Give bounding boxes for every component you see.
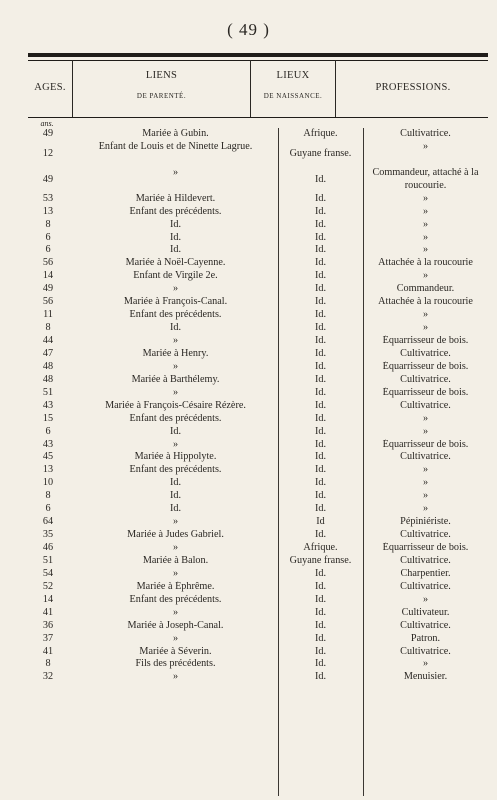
parente-cell: Id. <box>169 231 182 243</box>
age-cell: 52 <box>42 580 54 592</box>
lieu-cell: Id. <box>314 503 327 515</box>
profession-cell: » <box>422 503 429 515</box>
top-rule <box>28 53 488 57</box>
parente-cell: » <box>172 283 179 295</box>
header-top-rule <box>28 60 488 61</box>
profession-cell: Cultivatrice. <box>400 451 451 463</box>
table-row <box>28 413 490 426</box>
profession-cell: Cultivatrice. <box>400 373 451 385</box>
profession-cell: Attachée à la roucourie <box>378 296 473 308</box>
table-row <box>28 542 490 555</box>
parente-cell: Enfant des précédents. <box>129 205 222 217</box>
profession-cell: Cultivatrice. <box>400 128 451 139</box>
profession-cell: Cultivatrice. <box>400 399 451 411</box>
age-cell: 44 <box>42 335 54 347</box>
lieu-cell: Id. <box>314 360 327 372</box>
profession-cell: Cultivatrice. <box>400 529 451 541</box>
header-bottom-rule <box>28 117 488 118</box>
profession-cell: Charpentier. <box>400 567 451 579</box>
lieu-cell: Id. <box>314 412 327 424</box>
lieu-cell: Guyane franse. <box>289 147 352 159</box>
table-row <box>28 141 490 167</box>
table-row <box>28 503 490 516</box>
table-row <box>28 219 490 232</box>
table-row <box>28 309 490 322</box>
age-cell: 56 <box>42 257 54 269</box>
table-row <box>28 206 490 219</box>
lieu-cell: Id. <box>314 257 327 269</box>
profession-cell: Pépiniériste. <box>400 516 451 528</box>
register-table <box>28 128 490 684</box>
lieu-cell: Id. <box>314 451 327 463</box>
profession-cell: » <box>422 231 429 243</box>
parente-cell: » <box>172 632 179 644</box>
table-row <box>28 464 490 477</box>
lieu-cell: Id. <box>314 438 327 450</box>
lieu-cell: Id. <box>314 425 327 437</box>
age-cell: 56 <box>42 296 54 308</box>
parente-cell: Id. <box>169 490 182 502</box>
profession-cell: Équarrisseur de bois. <box>382 360 469 372</box>
parente-cell: Mariée à Gubin. <box>142 128 209 139</box>
lieu-cell: Id. <box>314 490 327 502</box>
lieu-cell: Id. <box>314 477 327 489</box>
profession-cell: » <box>422 425 429 437</box>
lieu-cell: Guyane franse. <box>289 554 352 566</box>
table-row <box>28 335 490 348</box>
profession-cell: Menuisier. <box>403 671 448 683</box>
profession-cell: » <box>422 218 429 230</box>
lieu-cell: Id. <box>314 173 327 185</box>
parente-cell: Id. <box>169 477 182 489</box>
age-cell: 14 <box>42 593 54 605</box>
lieu-cell: Id. <box>314 296 327 308</box>
parente-cell: Enfant de Louis et de Ninette Lagrue. <box>98 140 253 152</box>
age-cell: 51 <box>42 554 54 566</box>
lieu-cell: Id. <box>314 645 327 657</box>
age-cell: 6 <box>45 503 51 515</box>
table-row <box>28 167 490 193</box>
table-row <box>28 490 490 503</box>
lieu-cell: Id. <box>314 270 327 282</box>
parente-cell: Enfant des précédents. <box>129 309 222 321</box>
age-cell: 32 <box>42 671 54 683</box>
profession-cell: » <box>422 205 429 217</box>
lieu-cell: Id. <box>314 606 327 618</box>
profession-cell: » <box>422 192 429 204</box>
profession-cell: Cultivatrice. <box>400 347 451 359</box>
parente-cell: Fils des précédents. <box>135 658 216 670</box>
header-liens-sub: DE PARENTÉ. <box>136 92 187 100</box>
profession-cell: Commandeur. <box>396 283 455 295</box>
parente-cell: » <box>172 542 179 554</box>
parente-cell: » <box>172 335 179 347</box>
parente-cell: Enfant des précédents. <box>129 593 222 605</box>
parente-cell: Mariée à Hippolyte. <box>134 451 217 463</box>
age-cell: 48 <box>42 373 54 385</box>
lieu-cell: Id. <box>314 218 327 230</box>
page-number: ( 49 ) <box>227 20 270 39</box>
parente-cell: Id. <box>169 322 182 334</box>
lieu-cell: Id. <box>314 386 327 398</box>
age-cell: 43 <box>42 438 54 450</box>
age-cell: 11 <box>43 309 53 321</box>
profession-cell: » <box>422 593 429 605</box>
age-cell: 6 <box>45 231 51 243</box>
parente-cell: Mariée à Henry. <box>142 347 209 359</box>
parente-cell: Mariée à François-Canal. <box>123 296 228 308</box>
age-cell: 49 <box>42 173 54 185</box>
age-cell: 8 <box>45 218 51 230</box>
profession-cell: Cultivatrice. <box>400 554 451 566</box>
profession-cell: » <box>422 270 429 282</box>
parente-cell: Id. <box>169 503 182 515</box>
age-cell: 51 <box>42 386 54 398</box>
profession-cell: » <box>422 244 429 256</box>
table-row <box>28 516 490 529</box>
parente-cell: Mariée à Barthélemy. <box>131 373 220 385</box>
age-cell: 36 <box>42 619 54 631</box>
lieu-cell: Id. <box>314 205 327 217</box>
lieu-cell: Id. <box>314 373 327 385</box>
age-cell: 47 <box>42 347 54 359</box>
profession-cell: Équarrisseur de bois. <box>382 542 469 554</box>
profession-cell: Équarrisseur de bois. <box>382 335 469 347</box>
parente-cell: Mariée à Judes Gabriel. <box>127 529 224 541</box>
lieu-cell: Id. <box>314 632 327 644</box>
parente-cell: Mariée à Balon. <box>142 554 209 566</box>
lieu-cell: Id. <box>314 192 327 204</box>
profession-cell: Patron. <box>410 632 441 644</box>
age-cell: 8 <box>45 490 51 502</box>
profession-cell: Cultivatrice. <box>400 580 451 592</box>
header-ages: AGES. <box>34 82 66 93</box>
table-row <box>28 374 490 387</box>
table-row <box>28 581 490 594</box>
age-cell: 8 <box>45 322 51 334</box>
age-cell: 53 <box>42 192 54 204</box>
parente-cell: Mariée à Hildevert. <box>135 192 216 204</box>
parente-cell: » <box>172 606 179 618</box>
parente-cell: Mariée à François-Césaire Rézère. <box>105 399 246 411</box>
table-row <box>28 439 490 452</box>
table-row <box>28 193 490 206</box>
lieu-cell: Id. <box>314 244 327 256</box>
parente-cell: » <box>172 671 179 683</box>
profession-cell: » <box>422 477 429 489</box>
age-cell: 49 <box>42 283 54 295</box>
parente-cell: Mariée à Éphrême. <box>136 580 215 592</box>
lieu-cell: Id. <box>314 399 327 411</box>
table-row <box>28 244 490 257</box>
age-unit-label: ans. <box>40 119 54 128</box>
table-row <box>28 671 490 684</box>
parente-cell: Enfant de Virgile 2e. <box>133 270 218 282</box>
age-cell: 45 <box>42 451 54 463</box>
parente-cell: Id. <box>169 244 182 256</box>
age-cell: 37 <box>42 632 54 644</box>
profession-cell: Cultivateur. <box>401 606 450 618</box>
profession-cell: » <box>422 412 429 424</box>
profession-cell: » <box>422 322 429 334</box>
header-liens <box>73 70 250 102</box>
table-row <box>28 296 490 309</box>
profession-cell: Équarrisseur de bois. <box>382 386 469 398</box>
table-row <box>28 594 490 607</box>
table-row <box>28 646 490 659</box>
profession-cell: Cultivatrice. <box>400 619 451 631</box>
age-cell: 54 <box>42 567 54 579</box>
age-cell: 12 <box>42 147 54 159</box>
profession-cell: Attachée à la roucourie <box>378 257 473 269</box>
lieu-cell: Id. <box>314 658 327 670</box>
lieu-cell: Id. <box>314 464 327 476</box>
table-row <box>28 400 490 413</box>
table-row <box>28 257 490 270</box>
table-row <box>28 555 490 568</box>
age-cell: 14 <box>42 270 54 282</box>
table-row <box>28 633 490 646</box>
age-cell: 35 <box>42 529 54 541</box>
table-row <box>28 232 490 245</box>
table-row <box>28 620 490 633</box>
parente-cell: Enfant des précédents. <box>129 412 222 424</box>
header-professions: PROFESSIONS. <box>375 82 451 93</box>
age-cell: 41 <box>42 606 54 618</box>
age-cell: 49 <box>42 128 54 139</box>
lieu-cell: Id. <box>314 529 327 541</box>
age-cell: 48 <box>42 360 54 372</box>
profession-cell: » <box>422 658 429 670</box>
parente-cell: Mariée à Joseph-Canal. <box>127 619 224 631</box>
lieu-cell: Afrique. <box>303 128 338 139</box>
parente-cell: » <box>172 166 179 178</box>
age-cell: 8 <box>45 658 51 670</box>
lieu-cell: Afrique. <box>303 542 338 554</box>
parente-cell: Mariée à Séverin. <box>139 645 212 657</box>
profession-cell: Équarrisseur de bois. <box>382 438 469 450</box>
table-row <box>28 529 490 542</box>
age-cell: 10 <box>42 477 54 489</box>
lieu-cell: Id. <box>314 567 327 579</box>
age-cell: 6 <box>45 244 51 256</box>
parente-cell: » <box>172 386 179 398</box>
lieu-cell: Id. <box>314 309 327 321</box>
parente-cell: Enfant des précédents. <box>129 464 222 476</box>
table-row <box>28 658 490 671</box>
parente-cell: Id. <box>169 425 182 437</box>
parente-cell: » <box>172 360 179 372</box>
age-cell: 43 <box>42 399 54 411</box>
profession-cell: » <box>422 140 429 152</box>
lieu-cell: Id. <box>314 619 327 631</box>
profession-cell: Cultivatrice. <box>400 645 451 657</box>
lieu-cell: Id. <box>314 322 327 334</box>
table-row <box>28 361 490 374</box>
table-row <box>28 426 490 439</box>
table-row <box>28 607 490 620</box>
parente-cell: » <box>172 438 179 450</box>
age-cell: 64 <box>42 516 54 528</box>
header-liens-top: LIENS <box>145 70 178 81</box>
table-row <box>28 128 490 141</box>
lieu-cell: Id. <box>314 671 327 683</box>
table-row <box>28 477 490 490</box>
age-cell: 6 <box>45 425 51 437</box>
lieu-cell: Id. <box>314 283 327 295</box>
lieu-cell: Id. <box>314 231 327 243</box>
lieu-cell: Id. <box>314 335 327 347</box>
age-cell: 15 <box>42 412 54 424</box>
age-cell: 13 <box>42 205 54 217</box>
age-cell: 13 <box>42 464 54 476</box>
lieu-cell: Id. <box>314 580 327 592</box>
age-cell: 41 <box>42 645 54 657</box>
lieu-cell: Id <box>316 516 325 528</box>
age-cell: 46 <box>42 542 54 554</box>
lieu-cell: Id. <box>314 593 327 605</box>
parente-cell: » <box>172 567 179 579</box>
table-row <box>28 451 490 464</box>
table-row <box>28 322 490 335</box>
table-row <box>28 387 490 400</box>
table-row <box>28 270 490 283</box>
table-row <box>28 568 490 581</box>
profession-cell: Commandeur, attaché à la roucourie. <box>372 166 479 191</box>
table-row <box>28 348 490 361</box>
parente-cell: Id. <box>169 218 182 230</box>
header-lieux-top: LIEUX <box>276 70 310 81</box>
lieu-cell: Id. <box>314 347 327 359</box>
profession-cell: » <box>422 464 429 476</box>
header-lieux-sub: DE NAISSANCE. <box>263 92 323 100</box>
header-lieux <box>251 70 335 102</box>
profession-cell: » <box>422 309 429 321</box>
table-row <box>28 283 490 296</box>
parente-cell: » <box>172 516 179 528</box>
parente-cell: Mariée à Noël-Cayenne. <box>125 257 226 269</box>
profession-cell: » <box>422 490 429 502</box>
